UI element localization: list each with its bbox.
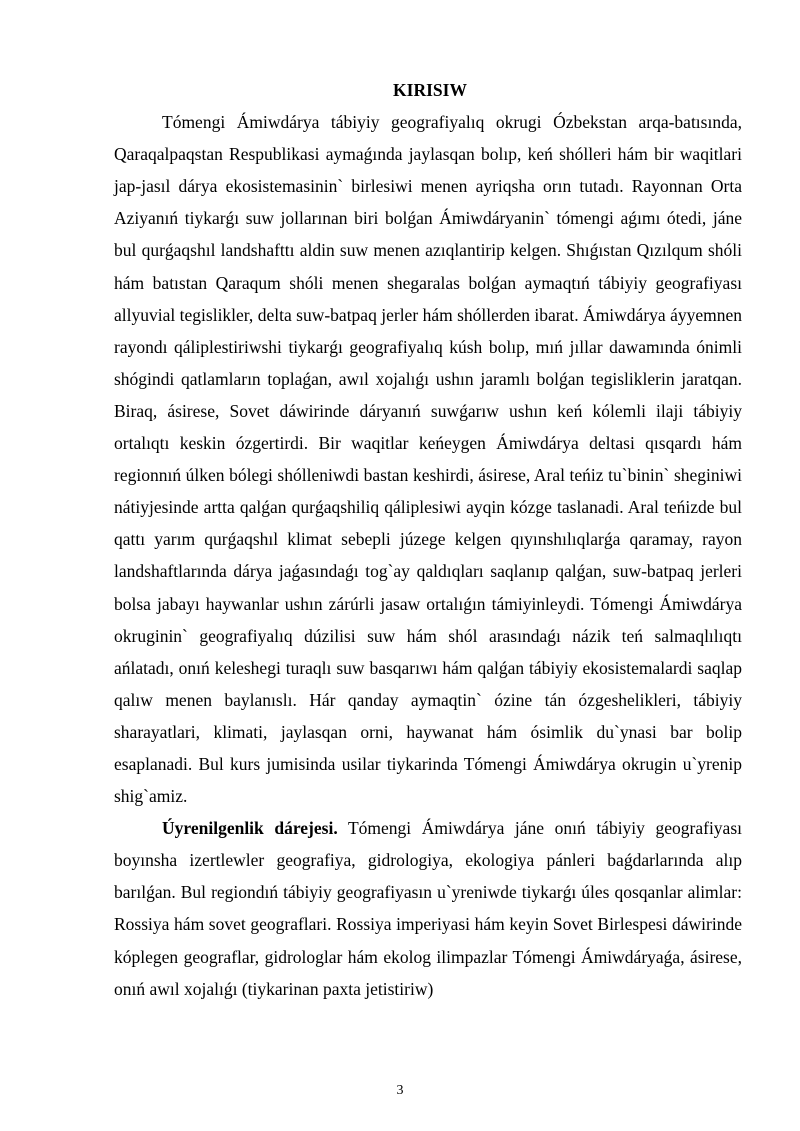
study-level-paragraph <box>114 812 742 1005</box>
page-number: 3 <box>396 1083 404 1098</box>
intro-paragraph: Tómengi Ámiwdárya tábiyiy geografiyalıq okrugi Ózbekstan arqa-batısında, Qaraqalpaqstan Respublikasi aymaǵında jaylasqan bolıp, keń shólleri hám bir waqitlari jap-jasıl dárya ekosistemasinin` birlesiwi menen ayriqsha orın tutadı. Rayonnan Orta Aziyanıń tiykarǵı suw jollarınan biri bolǵan Ámiwdáryanin` tómengi aǵımı ótedi, jáne bul qurǵaqshıl landshafttı aldin suw menen azıqlantirip kelgen. Shıǵıstan Qızılqum shóli hám batıstan Qaraqum shóli menen shegaralas bolǵan aymaqtıń tábiyiy geografiyası allyuvial tegislikler, delta suw-batpaq jerler hám shóllerden ibarat. Ámiwdárya áyyemnen rayondı qáliplestiriwshi tiykarǵı geografiyalıq kúsh bolıp, mıń jıllar dawamında ónimli shógindi qatlamların toplaǵan, awıl xojalıǵı ushın jaramlı bolǵan tegisliklerin jaratqan. Biraq, ásirese, Sovet dáwirinde dáryanıń suwǵarıw ushın keń kólemli ilaji tábiyiy ortalıqtı keskin ózgertirdi. Bir waqitlar keńeygen Ámiwdárya deltasi qısqardı hám regionnıń úlken bólegi shólleniwdi bastan keshirdi, ásirese, Aral teńiz tu`binin` sheginiwi nátiyjesinde artta qalǵan qurǵaqshiliq qáliplesiwi ayqin kózge taslanadi. Aral teńizde bul qattı yarım qurǵaqshıl klimat sebepli júzege kelgen qıyınshılıqlarǵa qaramay, rayon landshaftlarında dárya jaǵasındaǵı tog`ay qaldıqları saqlanıp qalǵan, suw-batpaq jerleri bolsa jabayı haywanlar ushın zárúrli jasaw ortalıǵın támiyinleydi. Tómengi Ámiwdárya okruginin` geografiyalıq dúzilisi suw hám shól arasındaǵı názik teń salmaqlılıqtı ańlatadı, onıń keleshegi turaqlı suw basqarıwı hám qalǵan tábiyiy ekosistemalardi saqlap qalıw menen baylanıslı. Hár qanday aymaqtin` ózine tán ózgeshelikleri, tábiyiy sharayatlari, klimati, jaylasqan orni, haywanat hám ósimlik du`ynasi bar bolip esaplanadi. Bul kurs jumisinda usilar tiykarinda Tómengi Ámiwdárya okrugin u`yrenip shig`amiz. <box>114 112 742 807</box>
section-heading: KIRISIW <box>393 80 467 100</box>
study-level-text: Tómengi Ámiwdárya jáne onıń tábiyiy geografiyası boyınsha izertlewler geografiya, gidrologiya, ekologiya pánleri baǵdarlarında alıp barılǵan. Bul regiondıń tábiyiy geografiyasın u`yreniwde tiykarǵı úles qosqanlar alimlar: Rossiya hám sovet geograflari. Rossiya imperiyasi hám keyin Sovet Birlespesi dáwirinde kóplegen geograflar, gidrologlar hám ekolog ilimpazlar Tómengi Ámiwdáryaǵa, ásirese, onıń awıl xojalıǵı (tiykarinan paxta jetistiriw) <box>114 818 742 999</box>
page-content <box>114 74 742 1005</box>
study-level-label: Úyrenilgenlik dárejesi. <box>162 818 338 839</box>
